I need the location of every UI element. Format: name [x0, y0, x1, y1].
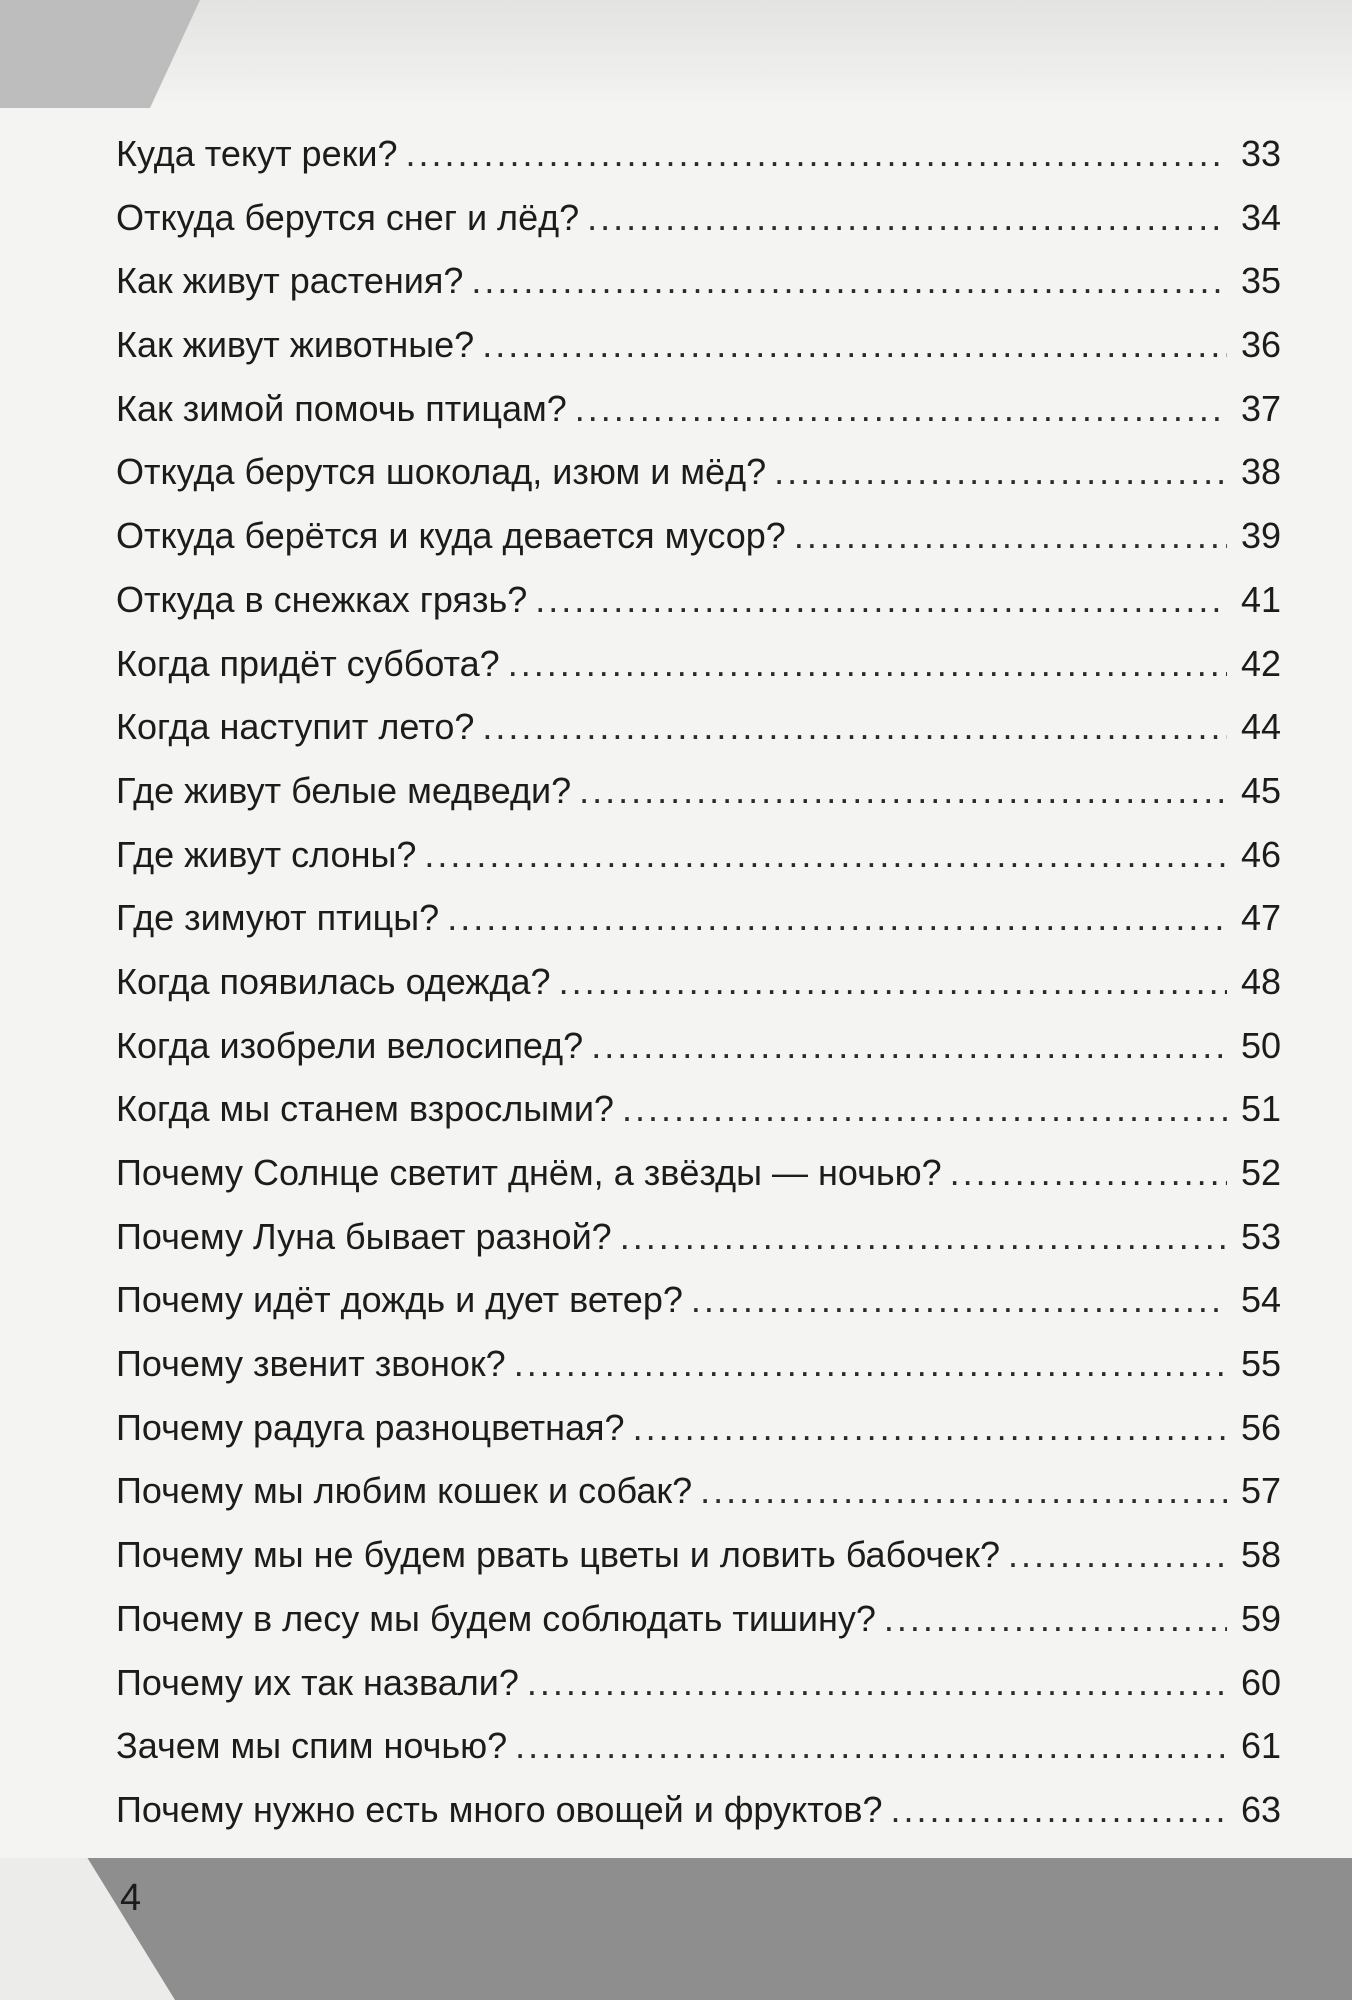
toc-entry-page: 47 [1240, 897, 1281, 939]
toc-entry-title: Когда появилась одежда? [116, 960, 551, 1002]
toc-dot-leader [890, 1778, 1227, 1842]
toc-entry [116, 186, 1281, 250]
toc-entry-title: Откуда в снежках грязь? [116, 578, 528, 620]
toc-entry-title: Зачем мы спим ночью? [116, 1725, 508, 1767]
toc-entry-page: 35 [1240, 260, 1281, 302]
toc-entry-title: Почему Солнце светит днём, а звёзды — ночью? [116, 1152, 942, 1193]
toc-entry [116, 440, 1281, 504]
toc-entry-title: Где живут белые медведи? [116, 769, 572, 811]
toc-entry [116, 1205, 1281, 1269]
toc-entry-page: 42 [1240, 642, 1281, 684]
toc-entry [116, 504, 1281, 568]
toc-entry-title: Почему Луна бывает разной? [116, 1215, 612, 1257]
toc-entry [116, 950, 1281, 1014]
toc-entry-title: Как зимой помочь птицам? [116, 387, 567, 429]
toc-entry-page: 39 [1240, 515, 1281, 557]
toc-entry-title: Когда наступит лето? [116, 706, 475, 748]
toc-entry-title: Когда мы станем взрослыми? [116, 1088, 614, 1130]
toc-entry-page: 60 [1240, 1661, 1281, 1703]
toc-entry-title: Почему в лесу мы будем соблюдать тишину? [116, 1597, 876, 1639]
toc-dot-leader [515, 1714, 1227, 1778]
toc-dot-leader [575, 377, 1227, 441]
toc-dot-leader [424, 823, 1227, 887]
toc-entry-page: 44 [1240, 706, 1281, 748]
toc-entry-title: Почему мы любим кошек и собак? [116, 1470, 693, 1512]
toc-entry [116, 1332, 1281, 1396]
toc-entry-title: Откуда берутся снег и лёд? [116, 196, 580, 238]
toc-entry-title: Где живут слоны? [116, 833, 417, 875]
toc-entry-page: 51 [1240, 1088, 1281, 1130]
toc-dot-leader [587, 186, 1227, 250]
toc-dot-leader [774, 440, 1227, 504]
toc-dot-leader [482, 695, 1227, 759]
toc-entry [116, 313, 1281, 377]
toc-entry [116, 1077, 1281, 1141]
toc-entry [116, 759, 1281, 823]
toc-dot-leader [1008, 1523, 1227, 1587]
toc-entry [116, 1141, 1281, 1205]
toc-entry-page: 55 [1240, 1343, 1281, 1385]
toc-entry [116, 632, 1281, 696]
toc-dot-leader [620, 1205, 1227, 1269]
toc-entry-page: 50 [1240, 1024, 1281, 1066]
toc-entry-page: 41 [1240, 578, 1281, 620]
toc-entry-title: Как живут растения? [116, 260, 464, 302]
toc-entry [116, 122, 1281, 186]
toc-entry-page: 59 [1240, 1597, 1281, 1639]
toc-entry-title: Когда придёт суббота? [116, 642, 500, 684]
toc-entry [116, 1587, 1281, 1651]
toc-entry-page: 61 [1240, 1725, 1281, 1767]
toc-dot-leader [633, 1396, 1227, 1460]
toc-dot-leader [579, 759, 1227, 823]
toc-entry-title: Куда текут реки? [116, 133, 398, 174]
toc-entry-page: 54 [1240, 1279, 1281, 1321]
page-number: 4 [120, 1877, 142, 1919]
toc-entry-title: Когда изобрели велосипед? [116, 1024, 584, 1066]
toc-entry-title: Почему идёт дождь и дует ветер? [116, 1279, 683, 1321]
toc-entry-page: 58 [1240, 1534, 1281, 1576]
toc-entry-title: Почему нужно есть много овощей и фруктов? [116, 1788, 883, 1830]
toc-entry [116, 695, 1281, 759]
toc-entry [116, 568, 1281, 632]
toc-dot-leader [514, 1332, 1227, 1396]
toc-entry-page: 52 [1240, 1152, 1281, 1193]
toc-entry [116, 1459, 1281, 1523]
toc-entry-title: Почему мы не будем рвать цветы и ловить бабочек? [116, 1534, 1000, 1576]
toc-entry [116, 377, 1281, 441]
toc-entry-page: 34 [1240, 196, 1281, 238]
toc-entry [116, 249, 1281, 313]
toc-entry [116, 886, 1281, 950]
toc-dot-leader [447, 886, 1227, 950]
toc-dot-leader [591, 1014, 1227, 1078]
toc-dot-leader [508, 632, 1227, 696]
toc-dot-leader [527, 1651, 1227, 1715]
toc-entry-page: 33 [1240, 133, 1281, 174]
toc-entry-page: 37 [1240, 387, 1281, 429]
toc-entry-page: 45 [1240, 769, 1281, 811]
toc-entry-page: 48 [1240, 960, 1281, 1002]
toc-entry-page: 63 [1240, 1788, 1281, 1830]
top-band [0, 0, 1352, 110]
toc-entry-title: Где зимуют птицы? [116, 897, 440, 939]
toc-entry-page: 57 [1240, 1470, 1281, 1512]
toc-entry-page: 38 [1240, 451, 1281, 493]
toc-dot-leader [700, 1459, 1227, 1523]
toc-entry-title: Почему звенит звонок? [116, 1343, 506, 1385]
toc-entry [116, 1778, 1281, 1842]
table-of-contents [116, 122, 1281, 1842]
toc-dot-leader [471, 249, 1227, 313]
toc-entry [116, 1396, 1281, 1460]
toc-entry-title: Как живут животные? [116, 324, 475, 366]
toc-entry [116, 1014, 1281, 1078]
toc-entry-page: 56 [1240, 1406, 1281, 1448]
toc-dot-leader [884, 1587, 1227, 1651]
toc-entry [116, 1268, 1281, 1332]
toc-entry-title: Откуда берётся и куда девается мусор? [116, 515, 786, 557]
toc-entry-page: 53 [1240, 1215, 1281, 1257]
toc-entry [116, 823, 1281, 887]
toc-dot-leader [691, 1268, 1227, 1332]
toc-entry-page: 36 [1240, 324, 1281, 366]
toc-dot-leader [622, 1077, 1227, 1141]
toc-entry [116, 1714, 1281, 1778]
toc-entry-title: Почему их так назвали? [116, 1661, 519, 1703]
toc-dot-leader [405, 122, 1227, 186]
toc-dot-leader [950, 1141, 1227, 1205]
toc-entry-title: Почему радуга разноцветная? [116, 1406, 625, 1448]
toc-entry-title: Откуда берутся шоколад, изюм и мёд? [116, 451, 767, 493]
toc-entry-page: 46 [1240, 833, 1281, 875]
bottom-band [0, 1858, 1352, 2000]
toc-dot-leader [482, 313, 1227, 377]
toc-dot-leader [794, 504, 1227, 568]
toc-entry [116, 1523, 1281, 1587]
toc-dot-leader [535, 568, 1227, 632]
toc-entry [116, 1651, 1281, 1715]
toc-dot-leader [559, 950, 1227, 1014]
